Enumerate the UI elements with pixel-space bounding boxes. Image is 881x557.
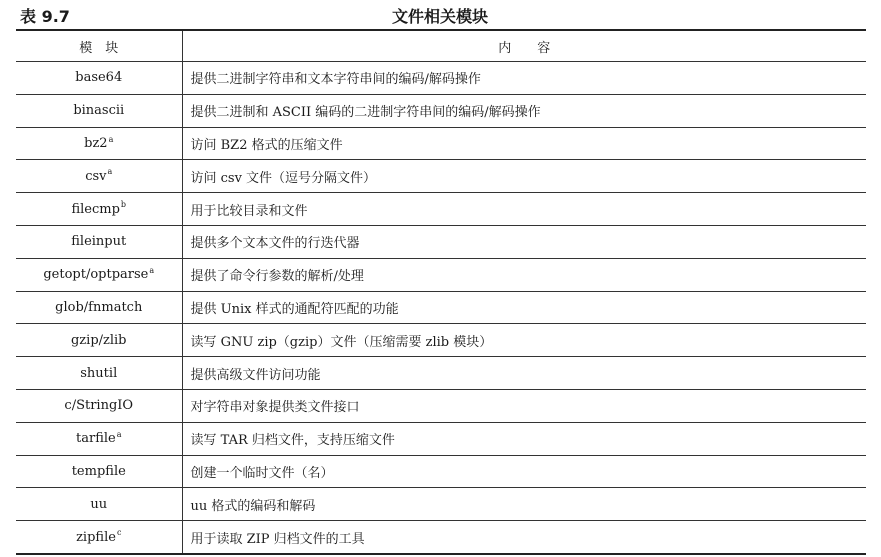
module-name-cell	[16, 357, 182, 390]
table-row	[16, 258, 866, 291]
module-name: zipfile	[76, 529, 116, 545]
module-description: 用于比较目录和文件	[182, 193, 866, 226]
table-row	[16, 62, 866, 95]
module-name: getopt/optparse	[43, 267, 149, 283]
file-modules-table	[16, 29, 866, 555]
table-row	[16, 389, 866, 422]
module-name-cell	[16, 521, 182, 554]
module-name: filecmp	[71, 201, 120, 217]
table-row	[16, 521, 866, 554]
module-name: tarfile	[76, 431, 116, 447]
module-name: bz2	[84, 135, 108, 151]
module-name: csv	[85, 168, 107, 184]
column-header-module: 模 块	[16, 30, 182, 62]
footnote-marker: a	[108, 134, 114, 144]
module-description: 读写 GNU zip（gzip）文件（压缩需要 zlib 模块）	[182, 324, 866, 357]
footnote-marker: c	[116, 528, 122, 538]
table-row	[16, 324, 866, 357]
footnote-marker: a	[149, 265, 155, 275]
table-row	[16, 422, 866, 455]
module-name-cell	[16, 422, 182, 455]
module-name-cell	[16, 324, 182, 357]
module-name: glob/fnmatch	[55, 299, 143, 315]
table-row	[16, 193, 866, 226]
module-description: 提供二进制字符串和文本字符串间的编码/解码操作	[182, 62, 866, 95]
table-row	[16, 225, 866, 258]
module-description: 对字符串对象提供类文件接口	[182, 389, 866, 422]
module-description: uu 格式的编码和解码	[182, 488, 866, 521]
module-name-cell	[16, 193, 182, 226]
table-row	[16, 488, 866, 521]
module-name: shutil	[80, 365, 118, 381]
table-row	[16, 127, 866, 160]
module-name: base64	[75, 70, 123, 86]
module-name-cell	[16, 389, 182, 422]
module-description: 访问 BZ2 格式的压缩文件	[182, 127, 866, 160]
module-name-cell	[16, 455, 182, 488]
footnote-marker: b	[120, 200, 127, 210]
footnote-marker: a	[116, 429, 122, 439]
module-name-cell	[16, 225, 182, 258]
module-description: 访问 csv 文件（逗号分隔文件）	[182, 160, 866, 193]
module-name-cell	[16, 488, 182, 521]
header-row	[16, 30, 866, 62]
module-name: uu	[90, 496, 108, 512]
table-row	[16, 94, 866, 127]
module-name-cell	[16, 258, 182, 291]
module-description: 提供多个文本文件的行迭代器	[182, 225, 866, 258]
module-name: fileinput	[71, 234, 127, 250]
column-header-content: 内 容	[182, 30, 866, 62]
module-description: 提供 Unix 样式的通配符匹配的功能	[182, 291, 866, 324]
module-name-cell	[16, 127, 182, 160]
module-name-cell	[16, 160, 182, 193]
table-row	[16, 357, 866, 390]
table-row	[16, 160, 866, 193]
table-caption	[0, 2, 881, 28]
module-description: 创建一个临时文件（名）	[182, 455, 866, 488]
module-name: tempfile	[71, 463, 126, 479]
module-name-cell	[16, 291, 182, 324]
table-row	[16, 455, 866, 488]
module-name-cell	[16, 94, 182, 127]
module-description: 提供二进制和 ASCII 编码的二进制字符串间的编码/解码操作	[182, 94, 866, 127]
module-description: 提供高级文件访问功能	[182, 357, 866, 390]
table-number: 表 9.7	[20, 7, 70, 26]
table-row	[16, 291, 866, 324]
module-description: 用于读取 ZIP 归档文件的工具	[190, 531, 365, 547]
module-name: binascii	[73, 103, 125, 119]
module-description: 提供了命令行参数的解析/处理	[182, 258, 866, 291]
module-name: gzip/zlib	[70, 332, 127, 348]
table-title: 文件相关模块	[391, 7, 488, 26]
module-name: c/StringIO	[64, 398, 134, 414]
module-name-cell	[16, 62, 182, 95]
module-description: 读写 TAR 归档文件，支持压缩文件	[182, 422, 866, 455]
footnote-marker: a	[107, 167, 113, 177]
